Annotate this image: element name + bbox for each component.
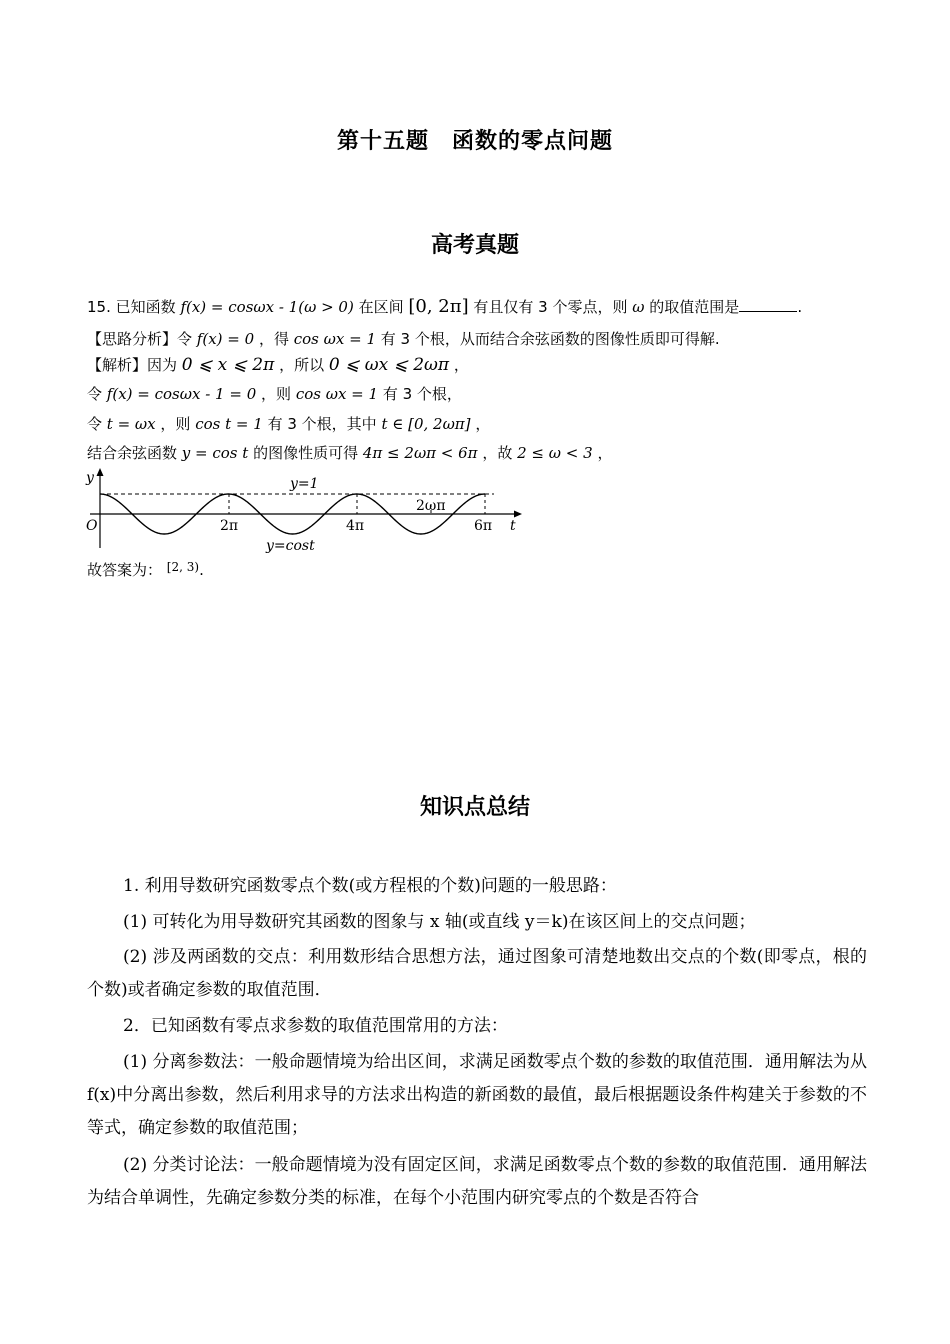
curve-label: y=cost: [266, 538, 315, 554]
solution-line-3: 令 t = ωx ，则 cos t = 1 有 3 个根，其中 t ∈ [0, 2ωπ] ，: [87, 415, 491, 433]
y1-line-label: y=1: [290, 476, 319, 492]
function-formula: f(x) = cosωx - 1(ω > 0): [180, 298, 354, 316]
analysis-line: 【思路分析】令 f(x) = 0 ，得 cos ωx = 1 有 3 个根，从而结合余弦函数的图像性质即可得解.: [87, 330, 720, 348]
tick-label-2pi: 2π: [220, 518, 239, 534]
problem-statement: 15. 已知函数 f(x) = cosωx - 1(ω > 0) 在区间 [0, 2π] 有且仅有 3 个零点，则 ω 的取值范围是 .: [87, 296, 803, 317]
dashed-guides: [229, 494, 485, 514]
page-title: 第十五题 函数的零点问题: [336, 128, 613, 154]
summary-paragraph-6: (2) 分类讨论法：一般命题情境为没有固定区间，求满足函数零点个数的参数的取值范围．通用解法为结合单调性，先确定参数分类的标准，在每个小范围内研究零点的个数是否符合: [87, 1155, 867, 1208]
x-axis-label: t: [510, 518, 516, 534]
answer-blank: [739, 297, 797, 312]
origin-label: O: [86, 518, 98, 534]
tick-label-6pi: 6π: [474, 518, 493, 534]
solution-line-1: 【解析】因为 0 ⩽ x ⩽ 2π ，所以 0 ⩽ ωx ⩽ 2ωπ ，: [87, 355, 469, 375]
section-heading-exam: 高考真题: [430, 232, 519, 258]
cosine-graph: [84, 468, 530, 554]
answer-line: 故答案为： $^{[2, 3)}$.: [87, 560, 204, 579]
summary-paragraph-4: 2．已知函数有零点求参数的取值范围常用的方法：: [123, 1016, 508, 1036]
solution-line-2: 令 f(x) = cosωx - 1 = 0 ，则 cos ωx = 1 有 3 个根，: [87, 385, 462, 403]
interval: [0, 2π]: [408, 296, 469, 317]
solution-line-4: 结合余弦函数 y = cos t 的图像性质可得 4π ≤ 2ωπ < 6π ，故 2 ≤ ω < 3 ，: [87, 444, 613, 462]
tick-label-4pi: 4π: [346, 518, 365, 534]
summary-paragraph-2: (1) 可转化为用导数研究其函数的图象与 x 轴(或直线 y＝k)在该区间上的交点问题；: [123, 912, 756, 932]
summary-paragraph-5: (1) 分离参数法：一般命题情境为给出区间，求满足函数零点个数的参数的取值范围．通用解法为从 f(x)中分离出参数，然后利用求导的方法求出构造的新函数的最值，最后根据题设条件构建关于参数的不等式，确定参数的取值范围；: [87, 1052, 867, 1138]
problem-number: 15.: [87, 298, 111, 316]
x-axis-arrow: [514, 511, 522, 518]
y-axis-arrow: [97, 468, 104, 476]
summary-paragraph-1: 1. 利用导数研究函数零点个数(或方程根的个数)问题的一般思路：: [123, 876, 617, 896]
answer-value: [2, 3): [166, 560, 200, 574]
summary-paragraph-3: (2) 涉及两函数的交点：利用数形结合思想方法，通过图象可清楚地数出交点的个数(即零点，根的个数)或者确定参数的取值范围．: [87, 947, 867, 1000]
mark-2-omega-pi: 2ωπ: [416, 498, 446, 514]
y-axis-label: y: [86, 470, 94, 486]
section-heading-summary: 知识点总结: [419, 794, 530, 820]
